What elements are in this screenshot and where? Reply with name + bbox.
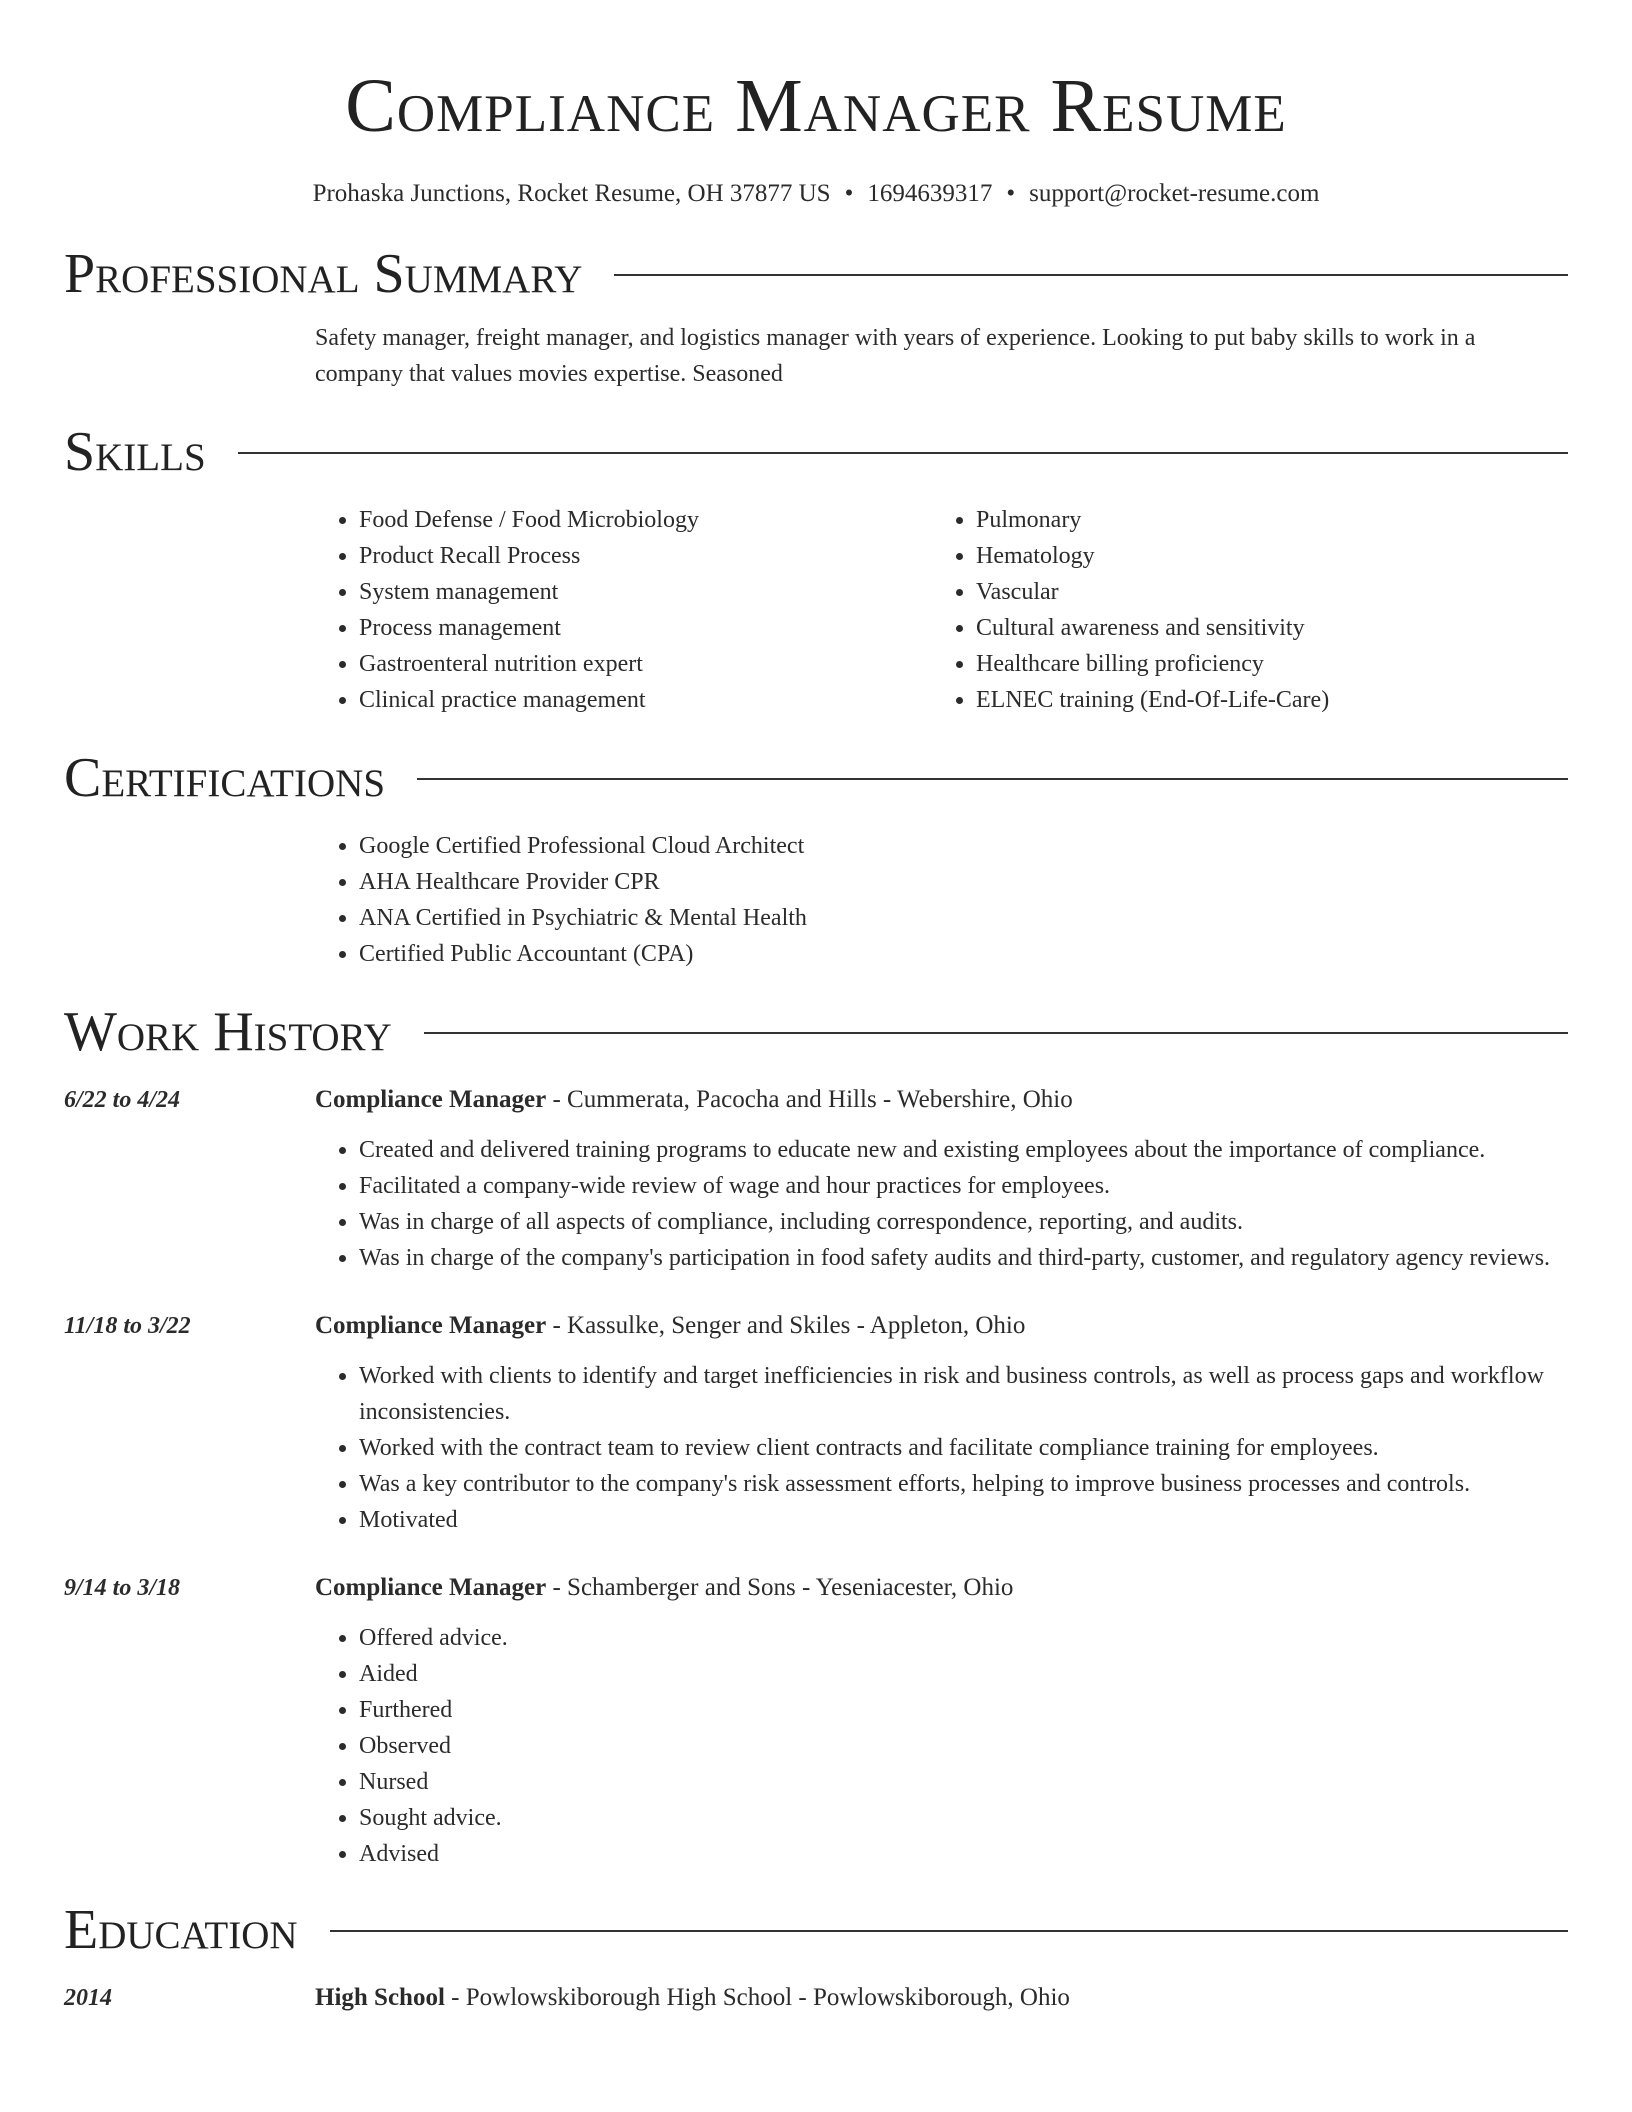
certifications-section-title: Certifications xyxy=(64,747,386,809)
work-section-title: Work History xyxy=(64,1001,392,1063)
job-duty-item: • Was in charge of all aspects of compliance, including correspondence, reporting, and audits. xyxy=(359,1204,1568,1240)
job-role: Compliance Manager xyxy=(315,1086,547,1113)
section-divider xyxy=(238,452,1568,454)
contact-line xyxy=(64,178,1568,210)
job-duty-item: • Advised xyxy=(359,1836,1568,1872)
skills-column-right xyxy=(932,502,1568,718)
contact-separator: • xyxy=(844,180,854,207)
education-section-title: Education xyxy=(64,1899,298,1961)
summary-section-header xyxy=(64,242,1568,306)
skill-item: • Cultural awareness and sensitivity xyxy=(976,610,1568,646)
skill-item: • Healthcare billing proficiency xyxy=(976,646,1568,682)
skill-item: • Hematology xyxy=(976,538,1568,574)
skill-item: • System management xyxy=(359,574,932,610)
skill-item: • ELNEC training (End-Of-Life-Care) xyxy=(976,682,1568,718)
job-entry xyxy=(64,1082,1568,1276)
certification-item: • Google Certified Professional Cloud Architect xyxy=(359,828,1568,864)
work-section-header xyxy=(64,1000,1568,1064)
certification-item: • Certified Public Accountant (CPA) xyxy=(359,936,1568,972)
education-heading xyxy=(315,1980,1070,2016)
education-section-header xyxy=(64,1898,1568,1962)
skill-item: • Product Recall Process xyxy=(359,538,932,574)
contact-address: Prohaska Junctions, Rocket Resume, OH 37877 US xyxy=(312,180,831,207)
skill-item: • Gastroenteral nutrition expert xyxy=(359,646,932,682)
education-degree: High School xyxy=(315,1984,445,2011)
job-duty-item: • Offered advice. xyxy=(359,1620,1568,1656)
job-dates: 9/14 to 3/18 xyxy=(64,1575,181,1601)
job-duty-item: • Nursed xyxy=(359,1764,1568,1800)
skill-item: • Process management xyxy=(359,610,932,646)
skills-column-left xyxy=(315,502,932,718)
section-divider xyxy=(330,1930,1568,1932)
certifications-list xyxy=(315,828,1568,972)
job-employer: - Cummerata, Pacocha and Hills - Webershire, Ohio xyxy=(546,1086,1073,1113)
job-duty-item: • Worked with the contract team to review client contracts and facilitate compliance training for employees. xyxy=(359,1430,1568,1466)
contact-phone: 1694639317 xyxy=(867,180,993,207)
certification-item: • AHA Healthcare Provider CPR xyxy=(359,864,1568,900)
job-duty-item: • Was in charge of the company's participation in food safety audits and third-party, customer, and regulatory agency reviews. xyxy=(359,1240,1568,1276)
certification-item: • ANA Certified in Psychiatric & Mental Health xyxy=(359,900,1568,936)
skill-item: • Food Defense / Food Microbiology xyxy=(359,502,932,538)
contact-email: support@rocket-resume.com xyxy=(1029,180,1320,207)
job-role: Compliance Manager xyxy=(315,1574,547,1601)
summary-text: Safety manager, freight manager, and logistics manager with years of experience. Looking to put baby skills to work in a company that values movies expertise. Seasoned xyxy=(315,325,1476,387)
job-duties xyxy=(315,1620,1568,1872)
job-employer: - Schamberger and Sons - Yeseniacester, Ohio xyxy=(546,1574,1014,1601)
job-duty-item: • Created and delivered training programs to educate new and existing employees about the importance of compliance. xyxy=(359,1132,1568,1168)
skills-list xyxy=(315,502,1568,718)
section-divider xyxy=(417,778,1568,780)
job-duty-item: • Sought advice. xyxy=(359,1800,1568,1836)
contact-separator: • xyxy=(1006,180,1016,207)
job-duty-item: • Worked with clients to identify and target inefficiencies in risk and business controls, as well as process gaps and workflow inconsistencies. xyxy=(359,1358,1568,1430)
job-duty-item: • Facilitated a company-wide review of wage and hour practices for employees. xyxy=(359,1168,1568,1204)
job-heading xyxy=(315,1082,1073,1118)
job-duty-item: • Observed xyxy=(359,1728,1568,1764)
job-duties xyxy=(315,1358,1568,1538)
job-role: Compliance Manager xyxy=(315,1312,547,1339)
skill-item: • Pulmonary xyxy=(976,502,1568,538)
skills-section-header xyxy=(64,420,1568,484)
job-employer: - Kassulke, Senger and Skiles - Appleton, Ohio xyxy=(546,1312,1026,1339)
job-dates: 11/18 to 3/22 xyxy=(64,1313,191,1339)
skill-item: • Clinical practice management xyxy=(359,682,932,718)
job-dates: 6/22 to 4/24 xyxy=(64,1087,181,1113)
education-school: - Powlowskiborough High School - Powlowskiborough, Ohio xyxy=(444,1984,1070,2011)
resume-name: Compliance Manager Resume xyxy=(345,64,1287,148)
section-divider xyxy=(614,274,1568,276)
section-divider xyxy=(424,1032,1568,1034)
job-duty-item: • Was a key contributor to the company's risk assessment efforts, helping to improve business processes and controls. xyxy=(359,1466,1568,1502)
education-entry xyxy=(64,1980,1568,2016)
job-entry xyxy=(64,1570,1568,1872)
summary-section-title: Professional Summary xyxy=(64,243,583,305)
job-entry xyxy=(64,1308,1568,1538)
skill-item: • Vascular xyxy=(976,574,1568,610)
job-duty-item: • Furthered xyxy=(359,1692,1568,1728)
job-duties xyxy=(315,1132,1568,1276)
job-duty-item: • Aided xyxy=(359,1656,1568,1692)
job-heading xyxy=(315,1308,1025,1344)
job-duty-item: • Motivated xyxy=(359,1502,1568,1538)
certifications-section-header xyxy=(64,746,1568,810)
job-heading xyxy=(315,1570,1013,1606)
education-year: 2014 xyxy=(64,1985,112,2011)
skills-section-title: Skills xyxy=(64,421,206,483)
